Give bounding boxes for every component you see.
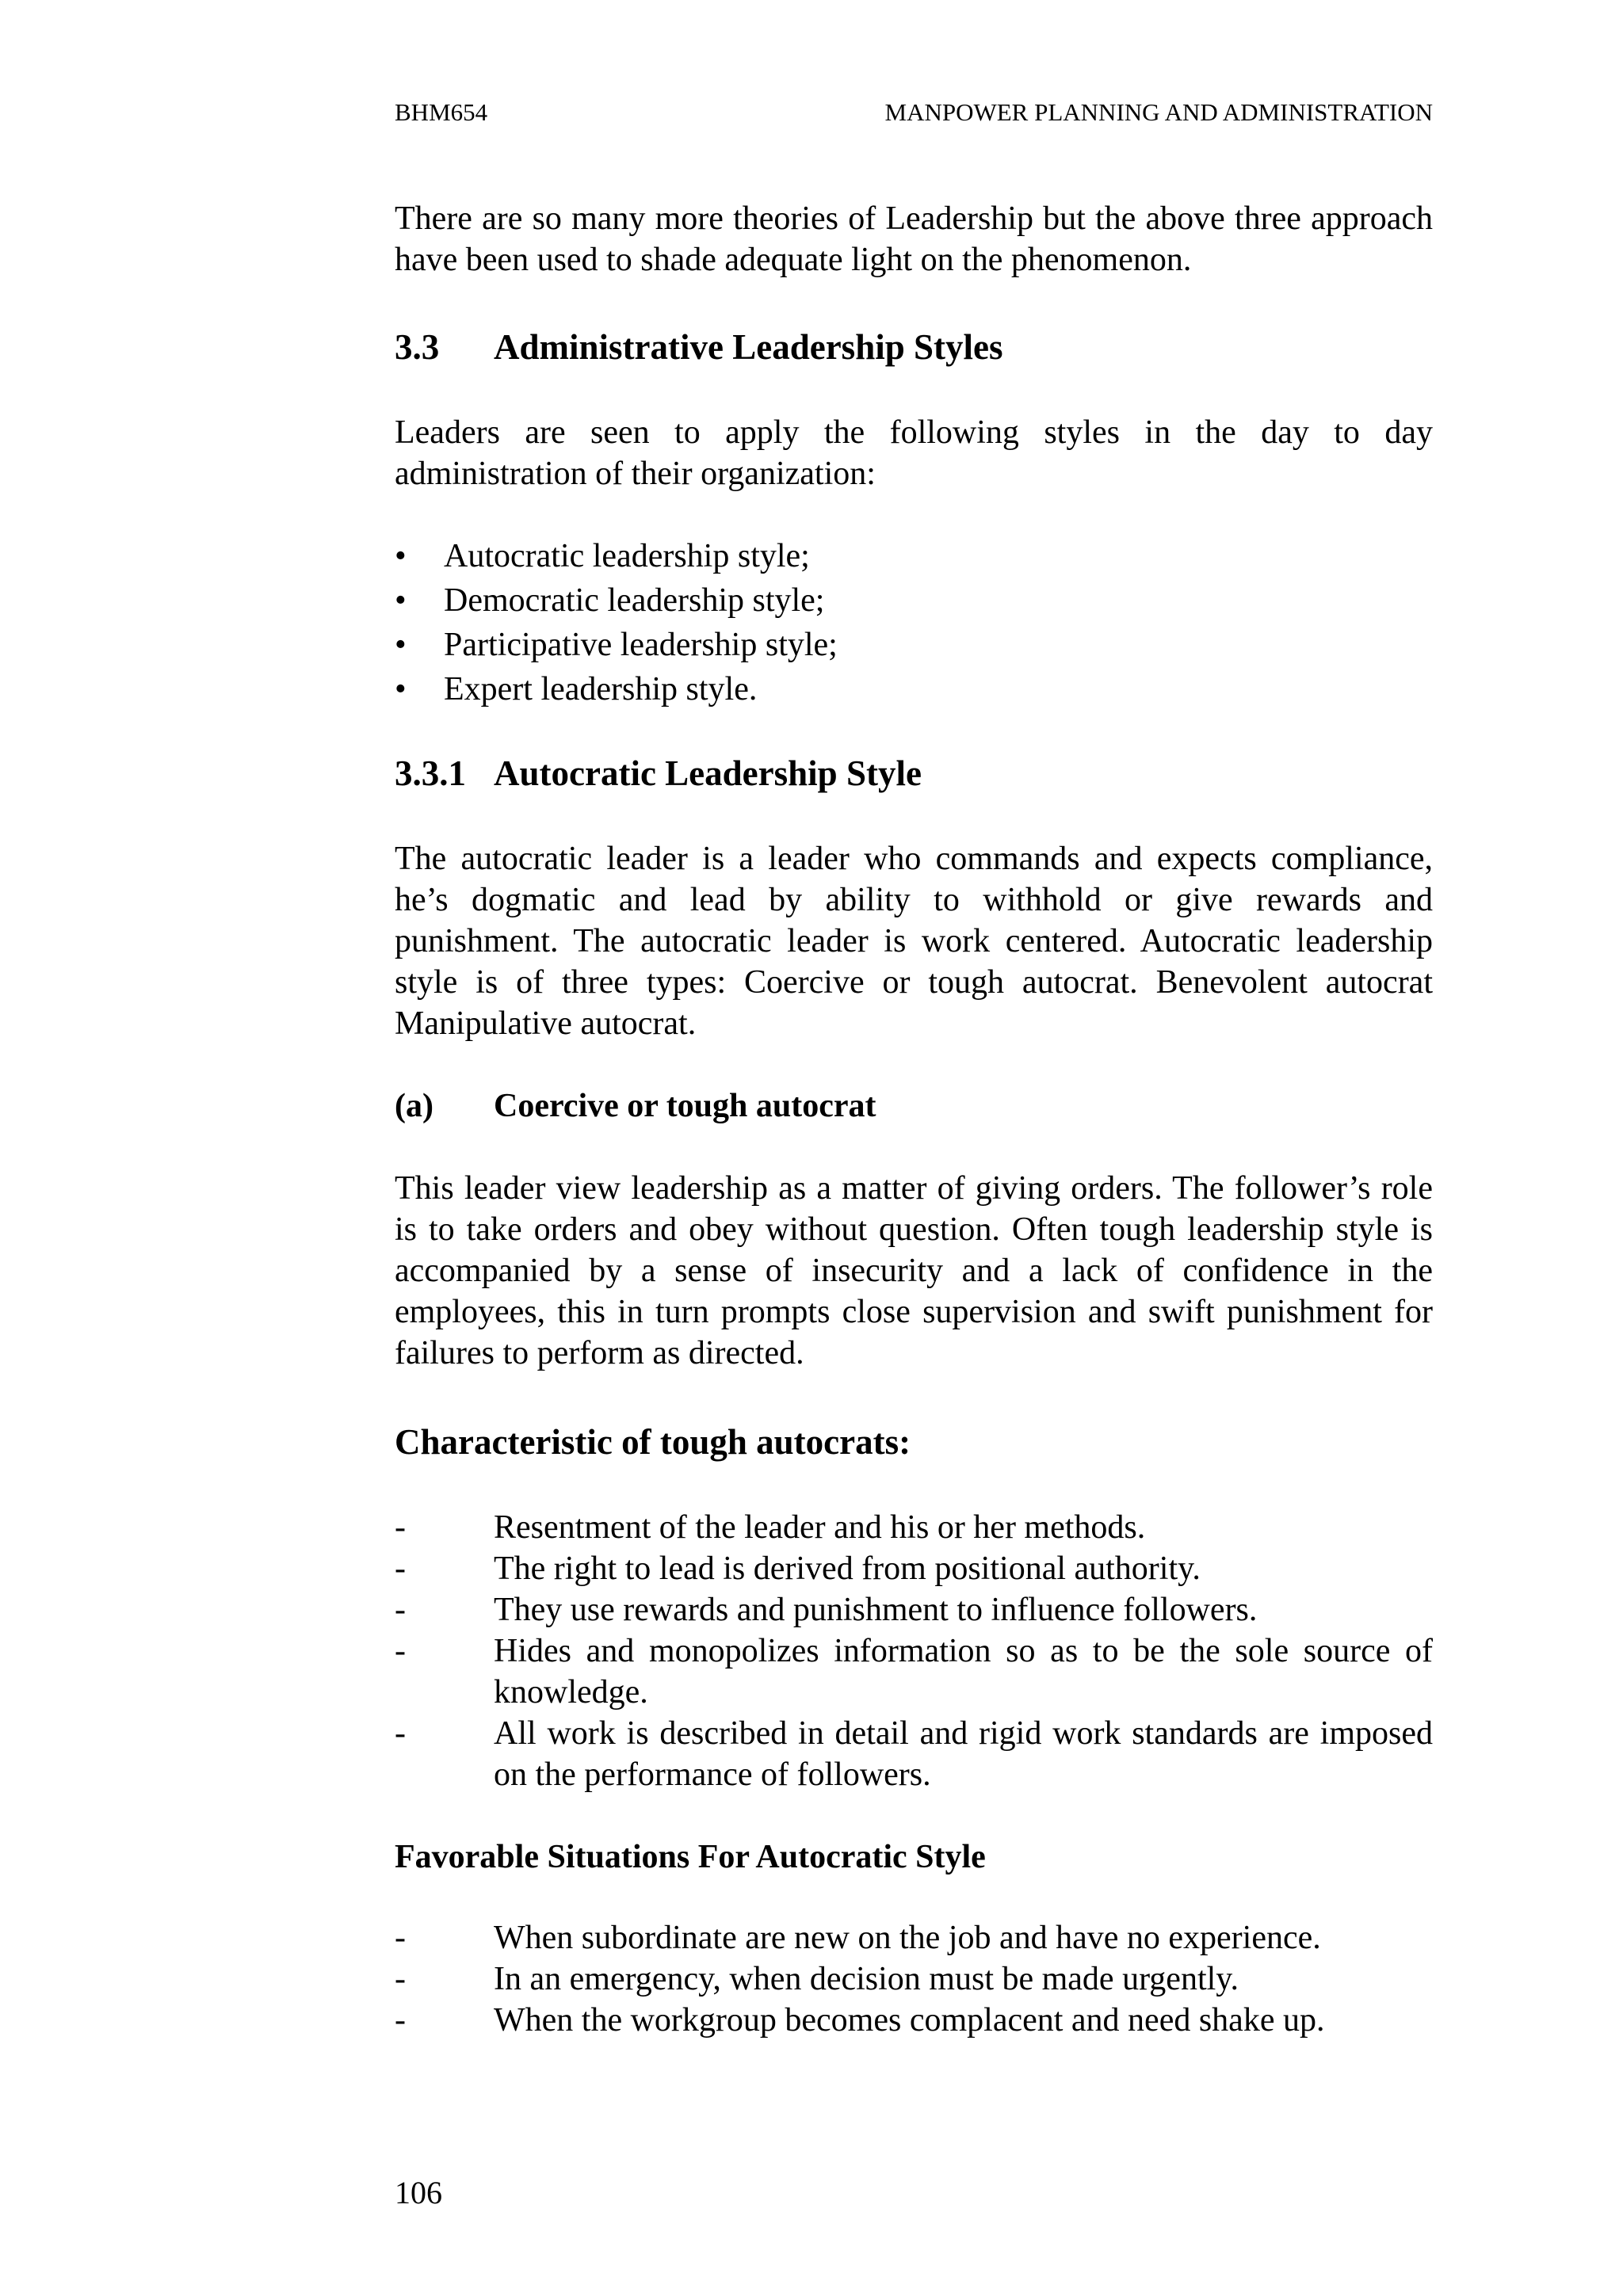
- list-item: [395, 667, 1433, 711]
- favorable-situations-heading: [395, 1836, 1433, 1878]
- intro-paragraph: There are so many more theories of Leadership but the above three approach have been used to shade adequate light on the phenomenon.: [395, 200, 1433, 278]
- section-3-3-1-paragraph: The autocratic leader is a leader who commands and expects compliance, he’s dogmatic and lead by ability to withhold or give rewards and punishment. The autocratic leader is work centered. Autocratic leadership style is of three types: Coercive or tough autocrat. Benevolent autocrat Manipulative autocrat.: [395, 841, 1433, 1042]
- subsection-heading-a: [395, 1085, 1433, 1127]
- dash-icon: -: [395, 1550, 406, 1587]
- list-item-text: Hides and monopolizes information so as to be the sole source of knowledge.: [494, 1633, 1433, 1711]
- favorable-situations-list: [395, 1917, 1433, 2041]
- dash-icon: -: [395, 1592, 406, 1628]
- section-number: 3.3: [395, 327, 440, 367]
- list-item: [395, 1507, 1433, 1548]
- section-title: Administrative Leadership Styles: [494, 327, 1003, 367]
- list-item-text: Expert leadership style.: [444, 671, 758, 707]
- favorable-situations-title: Favorable Situations For Autocratic Style: [395, 1839, 986, 1875]
- list-item: [395, 1630, 1433, 1713]
- list-item-text: When the workgroup becomes complacent and need shake up.: [494, 2002, 1325, 2039]
- list-item: [395, 623, 1433, 667]
- list-item-text: They use rewards and punishment to influence followers.: [494, 1592, 1258, 1628]
- bullet-icon: •: [395, 538, 407, 574]
- list-item-text: Resentment of the leader and his or her methods.: [494, 1509, 1146, 1546]
- dash-icon: -: [395, 1715, 406, 1752]
- section-heading-3-3: [395, 326, 1433, 368]
- section-title: Autocratic Leadership Style: [494, 753, 922, 793]
- list-item: [395, 1713, 1433, 1795]
- list-item: [395, 1917, 1433, 1958]
- section-heading-3-3-1: [395, 753, 1433, 794]
- bullet-icon: •: [395, 671, 407, 707]
- list-item-text: In an emergency, when decision must be made urgently.: [494, 1961, 1239, 1997]
- subsection-title: Coercive or tough autocrat: [494, 1088, 876, 1124]
- dash-icon: -: [395, 1920, 406, 1956]
- section-3-3-paragraph: Leaders are seen to apply the following styles in the day to day administration of their organization:: [395, 414, 1433, 492]
- list-item: [395, 578, 1433, 623]
- bullet-icon: •: [395, 627, 407, 663]
- list-item-text: When subordinate are new on the job and have no experience.: [494, 1920, 1321, 1956]
- list-item-text: Democratic leadership style;: [444, 582, 825, 619]
- dash-icon: -: [395, 2002, 406, 2039]
- subsection-number: (a): [395, 1088, 433, 1124]
- characteristics-title: Characteristic of tough autocrats:: [395, 1422, 911, 1462]
- list-item-text: Autocratic leadership style;: [444, 538, 810, 574]
- dash-icon: -: [395, 1961, 406, 1997]
- section-number: 3.3.1: [395, 753, 466, 793]
- list-item: [395, 1589, 1433, 1630]
- page-number: 106: [395, 2175, 442, 2210]
- list-item-text: The right to lead is derived from positional authority.: [494, 1550, 1201, 1587]
- characteristics-list: [395, 1507, 1433, 1795]
- list-item: [395, 1958, 1433, 2000]
- dash-icon: -: [395, 1509, 406, 1546]
- bullet-icon: •: [395, 582, 407, 619]
- characteristics-heading: [395, 1421, 1433, 1463]
- list-item: [395, 534, 1433, 578]
- list-item-text: Participative leadership style;: [444, 627, 838, 663]
- running-header: [395, 98, 1433, 127]
- dash-icon: -: [395, 1633, 406, 1669]
- document-page: [395, 0, 1433, 2296]
- list-item: [395, 1548, 1433, 1589]
- subsection-a-paragraph: This leader view leadership as a matter of giving orders. The follower’s role is to take orders and obey without question. Often tough leadership style is accompanied by a sense of insecurity and a lack of confidence in the employees, this in turn prompts close supervision and swift punishment for failures to perform as directed.: [395, 1170, 1433, 1371]
- list-item: [395, 2000, 1433, 2041]
- list-item-text: All work is described in detail and rigid work standards are imposed on the performance of followers.: [494, 1715, 1433, 1793]
- leadership-styles-list: [395, 534, 1433, 711]
- course-code: BHM654: [395, 98, 488, 126]
- course-title: MANPOWER PLANNING AND ADMINISTRATION: [884, 98, 1433, 126]
